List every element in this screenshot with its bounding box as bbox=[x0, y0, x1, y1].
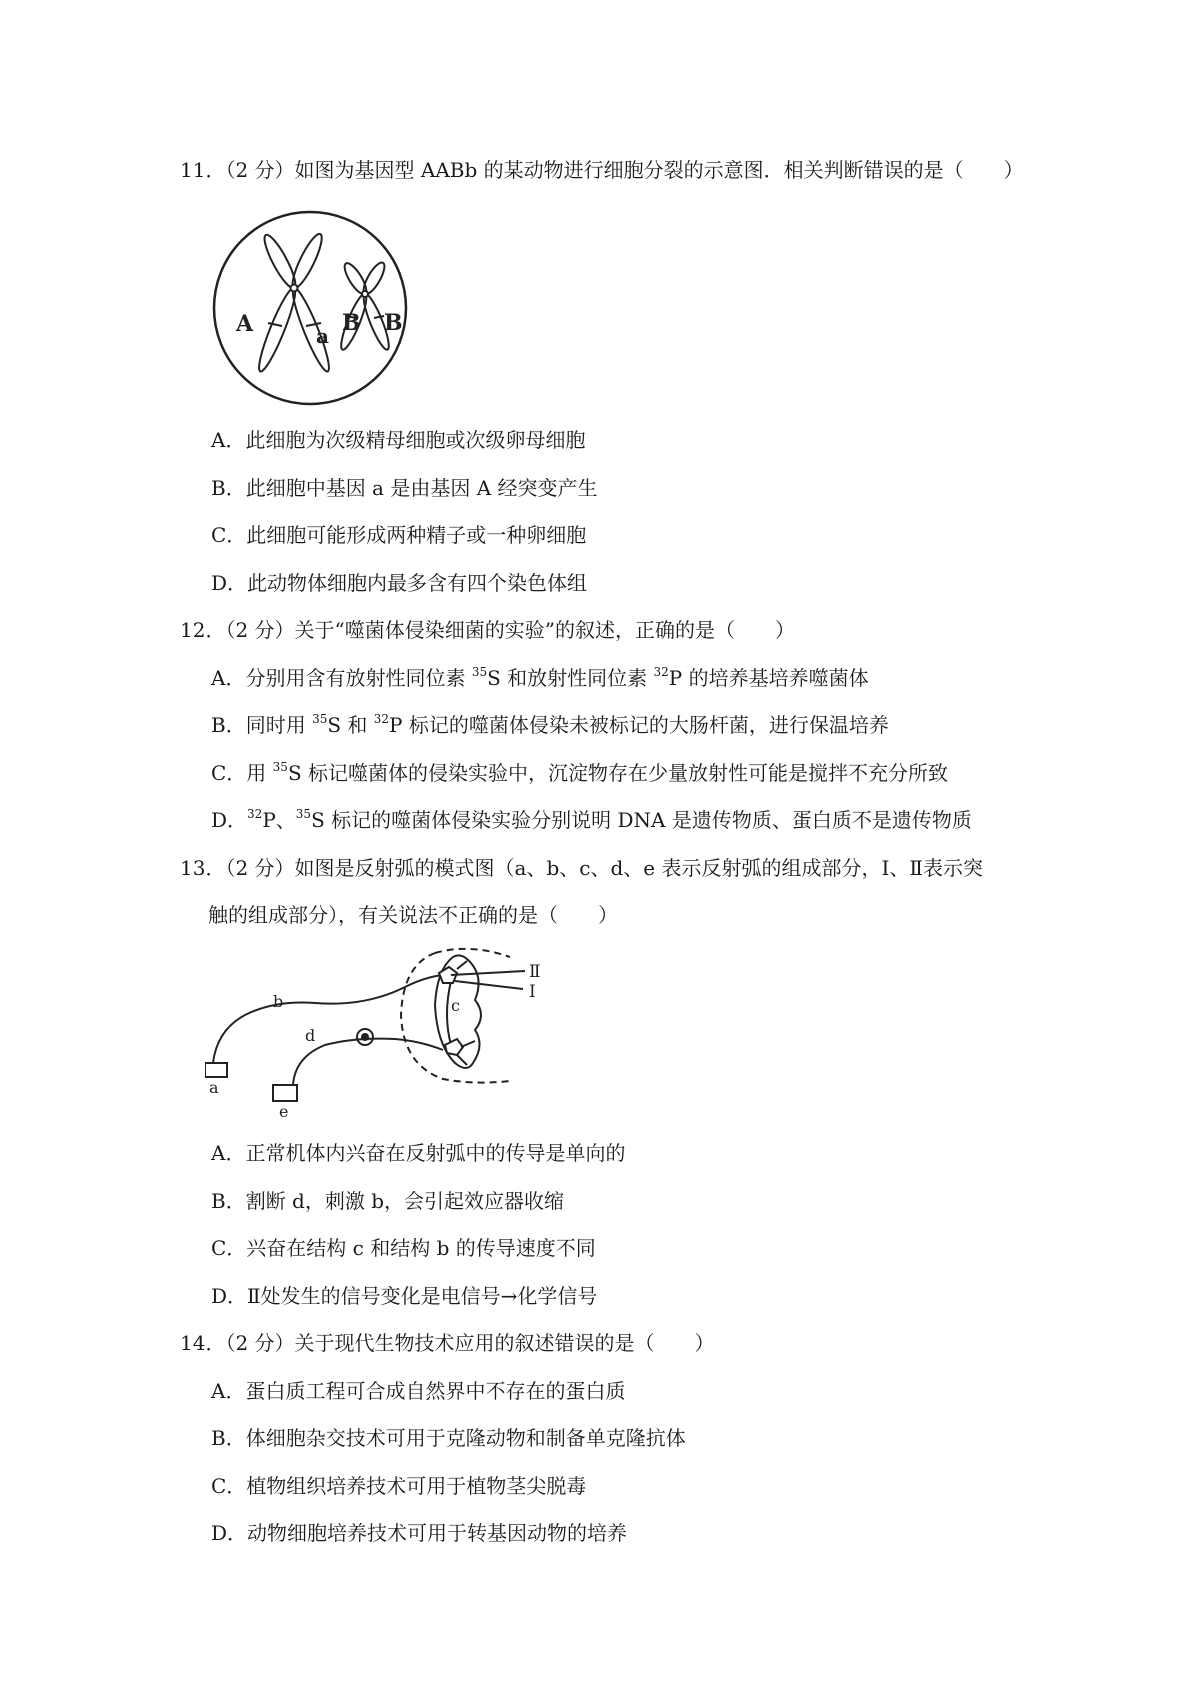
chromosome-2 bbox=[337, 260, 393, 352]
q12-option-c: C．用 $^{35}$S 标记噬菌体的侵染实验中，沉淀物存在少量放射性可能是搅拌不充分所致 bbox=[211, 760, 949, 785]
gene-label-B-right: B bbox=[384, 310, 403, 336]
question-11-stem: 11．（2 分）如图为基因型 AABb 的某动物进行细胞分裂的示意图．相关判断错误的是（ ） bbox=[180, 158, 1024, 182]
question-12-stem: 12．（2 分）关于“噬菌体侵染细菌的实验”的叙述，正确的是（ ） bbox=[180, 618, 795, 642]
label-b: b bbox=[273, 992, 284, 1011]
question-13-stem-line-1: 13．（2 分）如图是反射弧的模式图（a、b、c、d、e 表示反射弧的组成部分，Ⅰ、Ⅱ表示突 bbox=[180, 856, 983, 880]
q13-option-a: A．正常机体内兴奋在反射弧中的传导是单向的 bbox=[211, 1141, 626, 1165]
label-a: a bbox=[209, 1078, 219, 1097]
label-II: Ⅱ bbox=[529, 962, 541, 982]
q14-option-d: D．动物细胞培养技术可用于转基因动物的培养 bbox=[211, 1521, 628, 1545]
gene-label-A: A bbox=[236, 311, 254, 337]
q11-option-d: D．此动物体细胞内最多含有四个染色体组 bbox=[211, 571, 588, 595]
gene-label-B-left: B bbox=[342, 310, 361, 336]
q11-option-a: A．此细胞为次级精母细胞或次级卵母细胞 bbox=[211, 428, 586, 452]
label-c: c bbox=[451, 996, 460, 1015]
q14-option-c: C．植物组织培养技术可用于植物茎尖脱毒 bbox=[211, 1474, 587, 1498]
gene-label-a: a bbox=[316, 324, 329, 348]
reflex-arc-figure bbox=[205, 945, 585, 1125]
label-e: e bbox=[279, 1102, 289, 1121]
q13-option-b: B．割断 d，刺激 b，会引起效应器收缩 bbox=[211, 1189, 565, 1213]
q12-option-a: A．分别用含有放射性同位素 $^{35}$S 和放射性同位素 $^{32}$P 的培养基培养噬菌体 bbox=[211, 665, 869, 690]
q12-option-b: B．同时用 $^{35}$S 和 $^{32}$P 标记的噬菌体侵染未被标记的大肠杆菌，进行保温培养 bbox=[211, 712, 889, 737]
q13-option-c: C．兴奋在结构 c 和结构 b 的传导速度不同 bbox=[211, 1236, 596, 1260]
question-13-stem-line-2: 触的组成部分），有关说法不正确的是（ ） bbox=[208, 903, 618, 927]
q14-option-a: A．蛋白质工程可合成自然界中不存在的蛋白质 bbox=[211, 1379, 626, 1403]
label-d: d bbox=[305, 1026, 316, 1045]
label-I: Ⅰ bbox=[529, 982, 536, 1002]
q11-option-c: C．此细胞可能形成两种精子或一种卵细胞 bbox=[211, 523, 587, 547]
q11-option-b: B．此细胞中基因 a 是由基因 A 经突变产生 bbox=[211, 476, 598, 500]
q13-option-d: D．Ⅱ处发生的信号变化是电信号→化学信号 bbox=[211, 1284, 598, 1308]
question-14-stem: 14．（2 分）关于现代生物技术应用的叙述错误的是（ ） bbox=[180, 1331, 715, 1355]
q12-option-d: D．$^{32}$P、$^{35}$S 标记的噬菌体侵染实验分别说明 DNA 是遗传物质、蛋白质不是遗传物质 bbox=[211, 807, 972, 832]
q14-option-b: B．体细胞杂交技术可用于克隆动物和制备单克隆抗体 bbox=[211, 1426, 686, 1450]
cell-division-figure bbox=[210, 208, 410, 408]
chromosome-1 bbox=[254, 231, 334, 374]
